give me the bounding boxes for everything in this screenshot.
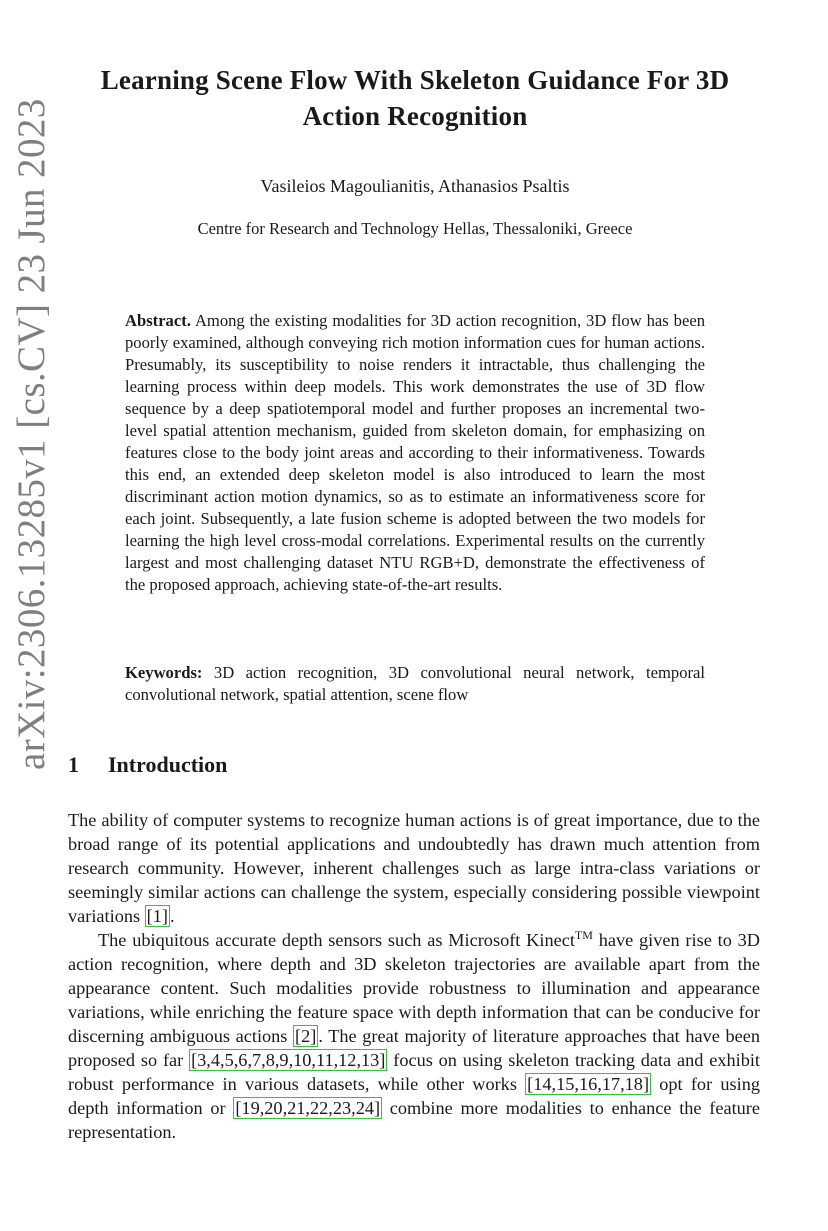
introduction-body: [68, 808, 760, 1144]
section-title: Introduction: [108, 752, 228, 777]
citation-link[interactable]: [19,20,21,22,23,24]: [235, 1098, 381, 1118]
keywords-label: Keywords:: [125, 663, 203, 682]
citation-link[interactable]: [3,4,5,6,7,8,9,10,11,12,13]: [191, 1050, 386, 1070]
section-heading-introduction: [68, 752, 227, 778]
p1-end: .: [170, 906, 175, 926]
p2-text-e: opt for using depth information or: [68, 1074, 760, 1118]
abstract-text: Among the existing modalities for 3D action recognition, 3D flow has been poorly examined, although conveying rich motion information cues for human actions. Presumably, its susceptibility to noise renders it intractable, thus challenging the learning process within deep models. This work demonstrates the use of 3D flow sequence by a deep spatiotemporal model and further proposes an incremental two-level spatial attention mechanism, guided from skeleton domain, for emphasizing on features close to the body joint areas and according to their informativeness. Towards this end, an extended deep skeleton model is also introduced to learn the most discriminant action motion dynamics, so as to estimate an informativeness score for each joint. Subsequently, a late fusion scheme is adopted between the two models for learning the high level cross-modal correlations. Experimental results on the currently largest and most challenging dataset NTU RGB+D, demonstrate the effectiveness of the proposed approach, achieving state-of-the-art results.: [125, 311, 705, 594]
p2-text-a: The ubiquitous accurate depth sensors such as Microsoft Kinect: [98, 930, 575, 950]
p1-text: The ability of computer systems to recognize human actions is of great importance, due to the broad range of its potential applications and undoubtedly has drawn much attention from research community. However, inherent challenges such as large intra-class variations or seemingly similar actions can challenge the system, especially considering possible viewpoint variations: [68, 810, 760, 926]
trademark-superscript: TM: [574, 927, 593, 942]
keywords-block: [125, 662, 705, 706]
arxiv-stamp-text: arXiv:2306.13285v1 [cs.CV] 23 Jun 2023: [10, 98, 53, 770]
paper-affiliation: Centre for Research and Technology Hellas, Thessaloniki, Greece: [197, 219, 633, 238]
abstract-block: [125, 310, 705, 596]
p2-text-b: have given rise to 3D action recognition, where depth and 3D skeleton trajectories are available apart from the appearance content. Such modalities provide robustness to illumination and appearance variations, while enriching the feature space with depth information that can be conducive for discerning ambiguous actions: [68, 930, 760, 1046]
citation-link[interactable]: [1]: [146, 906, 168, 926]
paragraph-1: [68, 808, 760, 928]
citation-link[interactable]: [2]: [295, 1026, 317, 1046]
p2-text-f: combine more modalities to enhance the feature representation.: [68, 1098, 760, 1142]
paragraph-2: [68, 928, 760, 1144]
abstract-label: Abstract.: [125, 311, 191, 330]
paper-authors: Vasileios Magoulianitis, Athanasios Psaltis: [260, 176, 570, 196]
p2-text-d: focus on using skeleton tracking data and exhibit robust performance in various datasets, while other works: [68, 1050, 760, 1094]
citation-link[interactable]: [14,15,16,17,18]: [527, 1074, 650, 1094]
p2-text-c: . The great majority of literature approaches that have been proposed so far: [68, 1026, 760, 1070]
keywords-text: 3D action recognition, 3D convolutional neural network, temporal convolutional network, spatial attention, scene flow: [125, 663, 706, 704]
paper-title: Learning Scene Flow With Skeleton Guidance For 3D Action Recognition: [100, 65, 730, 131]
section-number: 1: [68, 752, 79, 777]
